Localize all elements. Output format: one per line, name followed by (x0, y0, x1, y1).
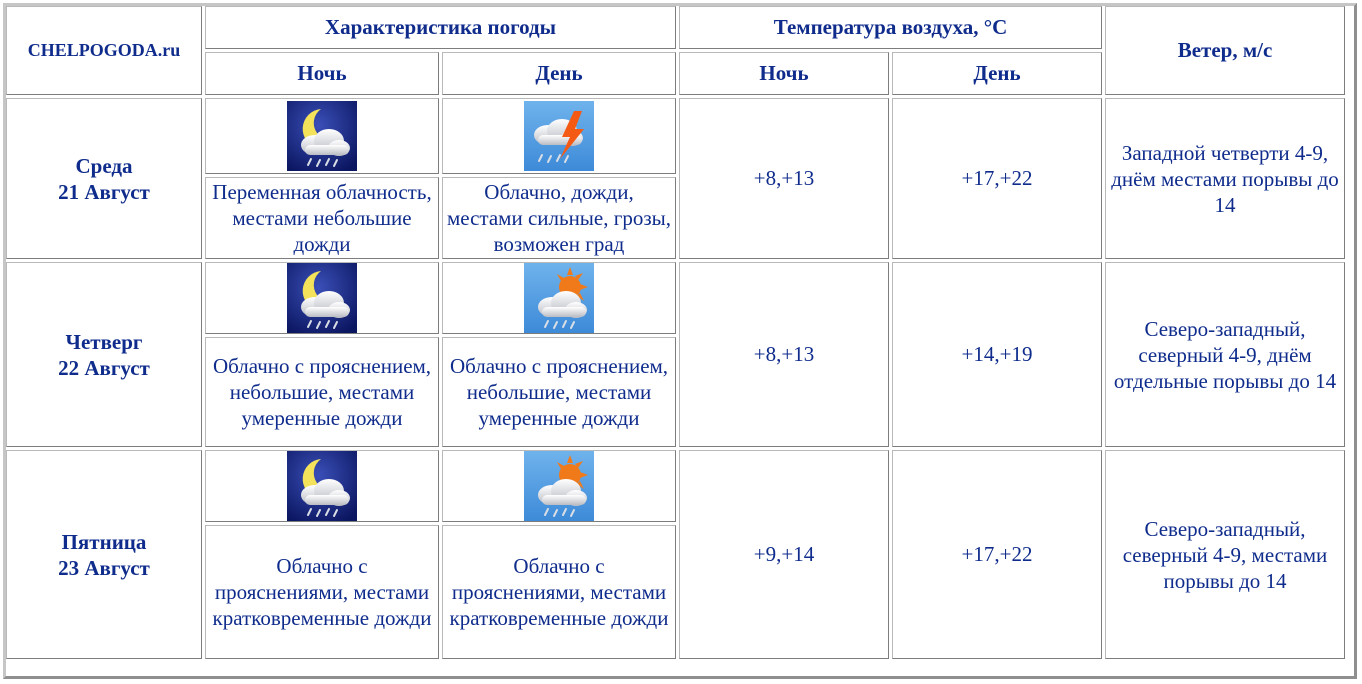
date: 22 Август (58, 355, 150, 380)
weekday: Пятница (61, 529, 147, 554)
night-description: Переменная облачность, местами небольшие дожди (205, 177, 439, 259)
temp-day: +17,+22 (892, 98, 1102, 259)
date: 21 Август (58, 179, 150, 204)
temp-day: +14,+19 (892, 262, 1102, 447)
date: 23 Август (58, 555, 150, 580)
header-weather-night: Ночь (205, 52, 439, 95)
forecast-table (3, 3, 1348, 662)
temp-night: +8,+13 (679, 98, 889, 259)
site-brand: CHELPOGODA.ru (6, 6, 202, 95)
sun-cloud-rain-icon (524, 451, 594, 521)
day-icon-cell (442, 450, 676, 522)
night-icon-cell (205, 450, 439, 522)
temp-day: +17,+22 (892, 450, 1102, 659)
header-temp-night: Ночь (679, 52, 889, 95)
header-temperature: Температура воздуха, °С (679, 6, 1102, 49)
thunderstorm-rain-icon (524, 101, 594, 171)
day-description: Облачно с прояснением, небольшие, местами умеренные дожди (442, 337, 676, 447)
header-weather: Характеристика погоды (205, 6, 676, 49)
moon-cloud-rain-icon (287, 263, 357, 333)
wind: Северо-западный, северный 4-9, днём отдельные порывы до 14 (1105, 262, 1345, 447)
header-temp-day: День (892, 52, 1102, 95)
header-weather-day: День (442, 52, 676, 95)
day-icon-cell (442, 262, 676, 334)
night-icon-cell (205, 98, 439, 174)
wind: Западной четверти 4-9, днём местами порывы до 14 (1105, 98, 1345, 259)
day-cell (6, 98, 202, 259)
night-description: Облачно с прояснением, небольшие, местами умеренные дожди (205, 337, 439, 447)
sun-cloud-rain-icon (524, 263, 594, 333)
weekday: Четверг (65, 329, 143, 354)
wind: Северо-западный, северный 4-9, местами порывы до 14 (1105, 450, 1345, 659)
day-cell (6, 450, 202, 659)
night-description: Облачно с прояснениями, местами кратковременные дожди (205, 525, 439, 659)
header-wind: Ветер, м/с (1105, 6, 1345, 95)
weekday: Среда (75, 153, 133, 178)
moon-cloud-rain-icon (287, 101, 357, 171)
day-cell (6, 262, 202, 447)
moon-cloud-rain-icon (287, 451, 357, 521)
day-description: Облачно, дожди, местами сильные, грозы, возможен град (442, 177, 676, 259)
day-description: Облачно с прояснениями, местами кратковременные дожди (442, 525, 676, 659)
night-icon-cell (205, 262, 439, 334)
temp-night: +8,+13 (679, 262, 889, 447)
day-icon-cell (442, 98, 676, 174)
temp-night: +9,+14 (679, 450, 889, 659)
